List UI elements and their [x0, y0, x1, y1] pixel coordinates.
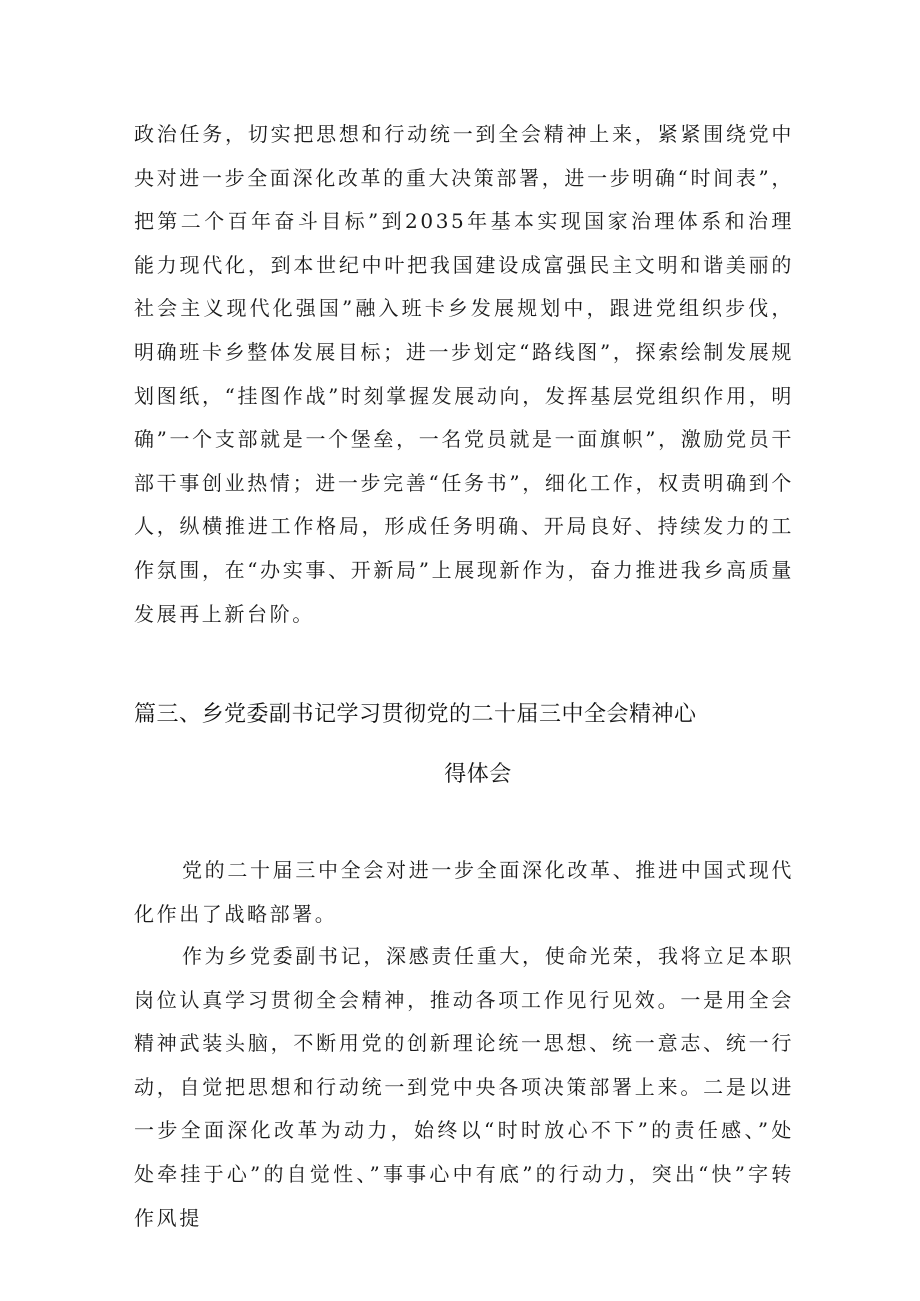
section-heading-continuation: 得体会 [444, 762, 512, 787]
section-heading: 篇三、乡党委副书记学习贯彻党的二十届三中全会精神心 [134, 702, 697, 727]
body-paragraph: 作为乡党委副书记，深感责任重大，使命光荣，我将立足本职岗位认真学习贯彻全会精神，推动各项工作见行见效。一是用全会精神武装头脑，不断用党的创新理论统一思想、统一意志、统一行动，自觉把思想和行动统一到党中央各项决策部署上来。二是以进一步全面深化改革为动力，始终以“时时放心不下”的责任感、”处处牵挂于心”的自觉性、”事事心中有底”的行动力，突出“快”字转作风提 [134, 944, 794, 1230]
body-paragraph: 党的二十届三中全会对进一步全面深化改革、推进中国式现代化作出了战略部署。 [134, 858, 794, 926]
body-paragraph: 政治任务，切实把思想和行动统一到全会精神上来，紧紧围绕党中央对进一步全面深化改革的重大决策部署，进一步明确“时间表”，把第二个百年奋斗目标”到2035年基本实现国家治理体系和治理能力现代化，到本世纪中叶把我国建设成富强民主文明和谐美丽的社会主义现代化强国”融入班卡乡发展规划中，跟进党组织步伐，明确班卡乡整体发展目标；进一步划定“路线图”，探索绘制发展规划图纸，“挂图作战”时刻掌握发展动向，发挥基层党组织作用，明确”一个支部就是一个堡垒，一名党员就是一面旗帜”，激励党员干部干事创业热情；进一步完善“任务书”，细化工作，权责明确到个人，纵横推进工作格局，形成任务明确、开局良好、持续发力的工作氛围，在“办实事、开新局”上展现新作为，奋力推进我乡高质量发展再上新台阶。 [134, 122, 794, 626]
